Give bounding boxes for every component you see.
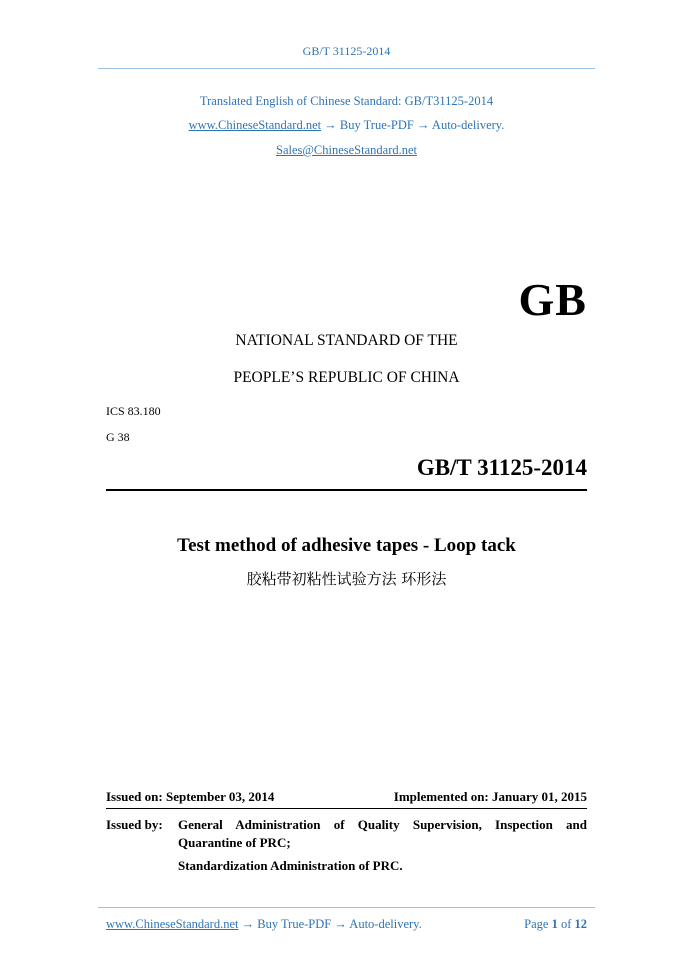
page-of: of — [560, 917, 572, 931]
issued-by-authority-1-cont: Quarantine of PRC; — [178, 835, 291, 850]
purchase-line — [0, 118, 693, 133]
running-header: GB/T 31125-2014 — [302, 44, 391, 58]
gb-logo: GB — [518, 274, 587, 325]
ccs-code: G 38 — [106, 430, 130, 444]
page-total: 12 — [574, 917, 587, 931]
issued-by-authority-1: General Administration of Quality Supervision, Inspection and — [178, 817, 587, 832]
page-indicator — [524, 917, 587, 932]
page-label: Page — [524, 917, 549, 931]
website-link[interactable]: www.ChineseStandard.net — [188, 118, 322, 132]
issued-by-label: Issued by: — [106, 817, 163, 832]
page-footer — [106, 917, 587, 932]
dates-rule — [106, 808, 587, 809]
implemented-on-date: Implemented on: January 01, 2015 — [393, 789, 587, 804]
ics-code: ICS 83.180 — [106, 404, 161, 418]
standard-number: GB/T 31125-2014 — [416, 455, 587, 480]
header-divider — [98, 68, 595, 69]
standard-number-rule — [106, 489, 587, 491]
footer-divider — [98, 907, 595, 908]
footer-website-link[interactable]: www.ChineseStandard.net — [106, 917, 239, 931]
footer-purchase-text: → Buy True-PDF → Auto-delivery. — [238, 917, 422, 931]
purchase-text: → Buy True-PDF → Auto-delivery. — [321, 118, 505, 132]
title-chinese: 胶粘带初粘性试验方法 环形法 — [246, 570, 447, 588]
email-line — [0, 143, 693, 158]
translation-notice: Translated English of Chinese Standard: GB/T31125-2014 — [199, 94, 494, 108]
national-standard-line2: PEOPLE’S REPUBLIC OF CHINA — [233, 369, 460, 386]
sales-email-link[interactable]: Sales@ChineseStandard.net — [276, 143, 417, 157]
dates-row — [106, 789, 587, 805]
title-english: Test method of adhesive tapes - Loop tack — [177, 535, 516, 556]
issued-on-date: Issued on: September 03, 2014 — [106, 789, 275, 804]
issued-by-authority-2: Standardization Administration of PRC. — [178, 858, 403, 873]
national-standard-line1: NATIONAL STANDARD OF THE — [235, 332, 458, 349]
issued-by-block — [106, 817, 587, 835]
page-current: 1 — [551, 917, 558, 931]
